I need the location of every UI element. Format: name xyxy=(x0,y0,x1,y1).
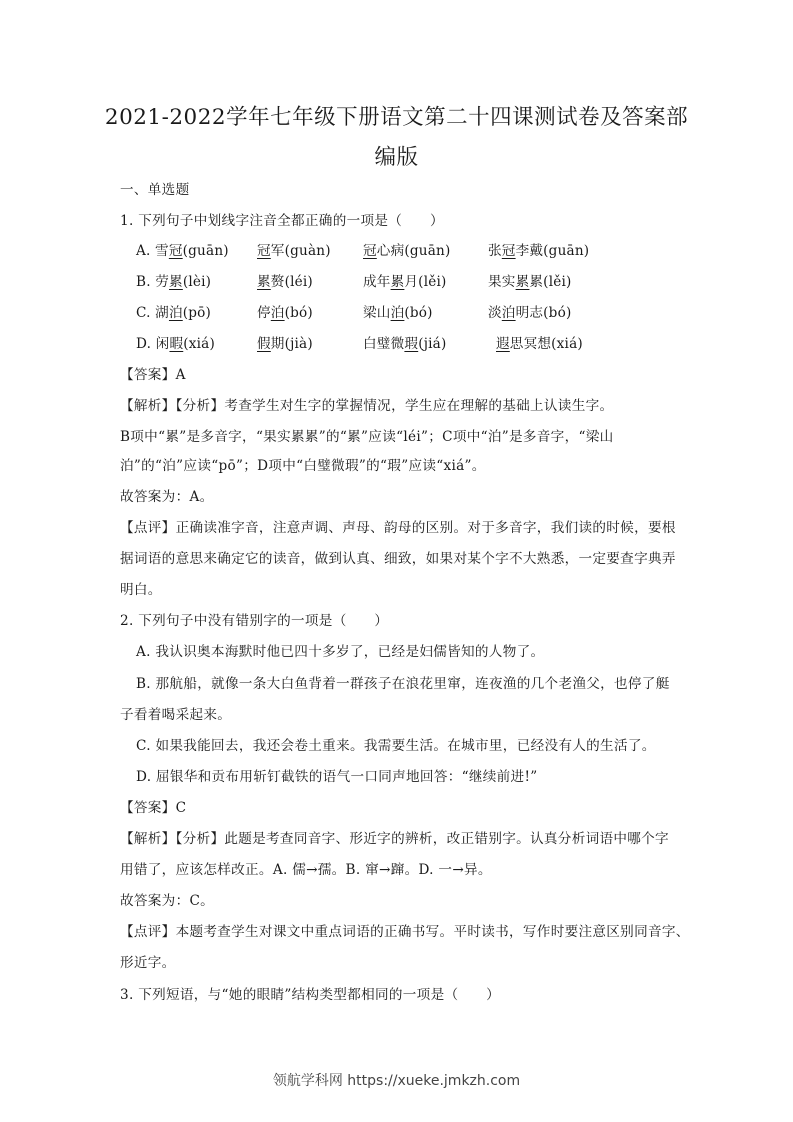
option-cell: 梁山泊(bó) xyxy=(363,305,433,321)
q2-stem: 2. 下列句子中没有错别字的一项是（ ） xyxy=(120,613,389,629)
title-line-2: 编版 xyxy=(374,145,419,170)
q3-stem: 3. 下列短语，与“她的眼睛”结构类型都相同的一项是（ ） xyxy=(120,987,501,1003)
q1-comment-1: 【点评】正确读准字音，注意声调、声母、韵母的区别。对于多音字，我们读的时候，要根 xyxy=(120,520,676,536)
option-cell: 果实累累(lěi) xyxy=(488,274,572,290)
option-cell: D. 闲暇(xiá) xyxy=(136,336,215,352)
option-cell: 成年累月(lěi) xyxy=(363,274,447,290)
option-cell: 冠心病(guān) xyxy=(363,243,451,259)
q2-analysis-1: 【解析】【分析】此题是考查同音字、形近字的辨析，改正错别字。认真分析词语中哪个字 xyxy=(120,831,669,847)
q1-analysis-2: B项中“累”是多音字，“果实累累”的“累”应读“léi”；C项中“泊”是多音字，“梁山 xyxy=(120,429,614,445)
q1-comment-2: 据词语的意思来确定它的读音，做到认真、细致，如果对某个字不大熟悉，一定要查字典弄 xyxy=(120,551,676,567)
q1-comment-3: 明白。 xyxy=(120,582,162,598)
option-cell: 遐思冥想(xiá) xyxy=(496,336,583,352)
q2-option-b-line-1: B. 那航船，就像一条大白鱼背着一群孩子在浪花里窜，连夜渔的几个老渔父，也停了艇 xyxy=(136,676,670,692)
option-cell: 淡泊明志(bó) xyxy=(488,305,572,321)
option-cell: C. 湖泊(pō) xyxy=(136,305,212,321)
option-cell: 冠军(guàn) xyxy=(257,243,331,259)
option-cell: 假期(jià) xyxy=(257,336,313,352)
option-cell: 白璧微瑕(jiá) xyxy=(363,336,447,352)
q2-comment-2: 形近字。 xyxy=(120,955,176,971)
option-cell: 停泊(bó) xyxy=(257,305,313,321)
q2-conclusion: 故答案为：C。 xyxy=(120,893,215,909)
option-cell: A. 雪冠(guān) xyxy=(136,243,229,259)
q2-comment-1: 【点评】本题考查学生对课文中重点词语的正确书写。平时读书，写作时要注意区别同音字、 xyxy=(120,924,690,940)
q1-analysis-1: 【解析】【分析】考查学生对生字的掌握情况，学生应在理解的基础上认读生字。 xyxy=(120,398,614,414)
q2-analysis-2: 用错了，应该怎样改正。A. 儒→孺。B. 窜→蹿。D. 一→异。 xyxy=(120,862,492,878)
q1-conclusion: 故答案为：A。 xyxy=(120,489,214,505)
option-cell: 累赘(léi) xyxy=(257,274,313,290)
q2-option-b-line-2: 子看着喝采起来。 xyxy=(120,707,232,723)
q2-option-d: D. 屈银华和贡布用斩钉截铁的语气一口同声地回答：“继续前进!” xyxy=(136,769,538,785)
q1-stem: 1. 下列句子中划线字注音全都正确的一项是（ ） xyxy=(120,213,444,229)
page-footer: 领航学科网 https://xueke.jmkzh.com xyxy=(272,1073,521,1089)
option-cell: B. 劳累(lèi) xyxy=(136,274,212,290)
q1-answer: 【答案】A xyxy=(120,367,186,383)
q1-analysis-3: 泊”的“泊”应读“pō”；D项中“白璧微瑕”的“瑕”应读“xiá”。 xyxy=(120,458,486,474)
q2-answer: 【答案】C xyxy=(120,800,187,816)
section-heading: 一、单选题 xyxy=(120,182,190,198)
q2-option-a: A. 我认识奥本海默时他已四十多岁了，已经是妇儒皆知的人物了。 xyxy=(136,644,545,660)
title-line-1: 2021-2022学年七年级下册语文第二十四课测试卷及答案部 xyxy=(104,105,689,130)
q2-option-c: C. 如果我能回去，我还会卷土重来。我需要生活。在城市里，已经没有人的生活了。 xyxy=(136,738,656,754)
option-cell: 张冠李戴(guān) xyxy=(488,243,590,259)
